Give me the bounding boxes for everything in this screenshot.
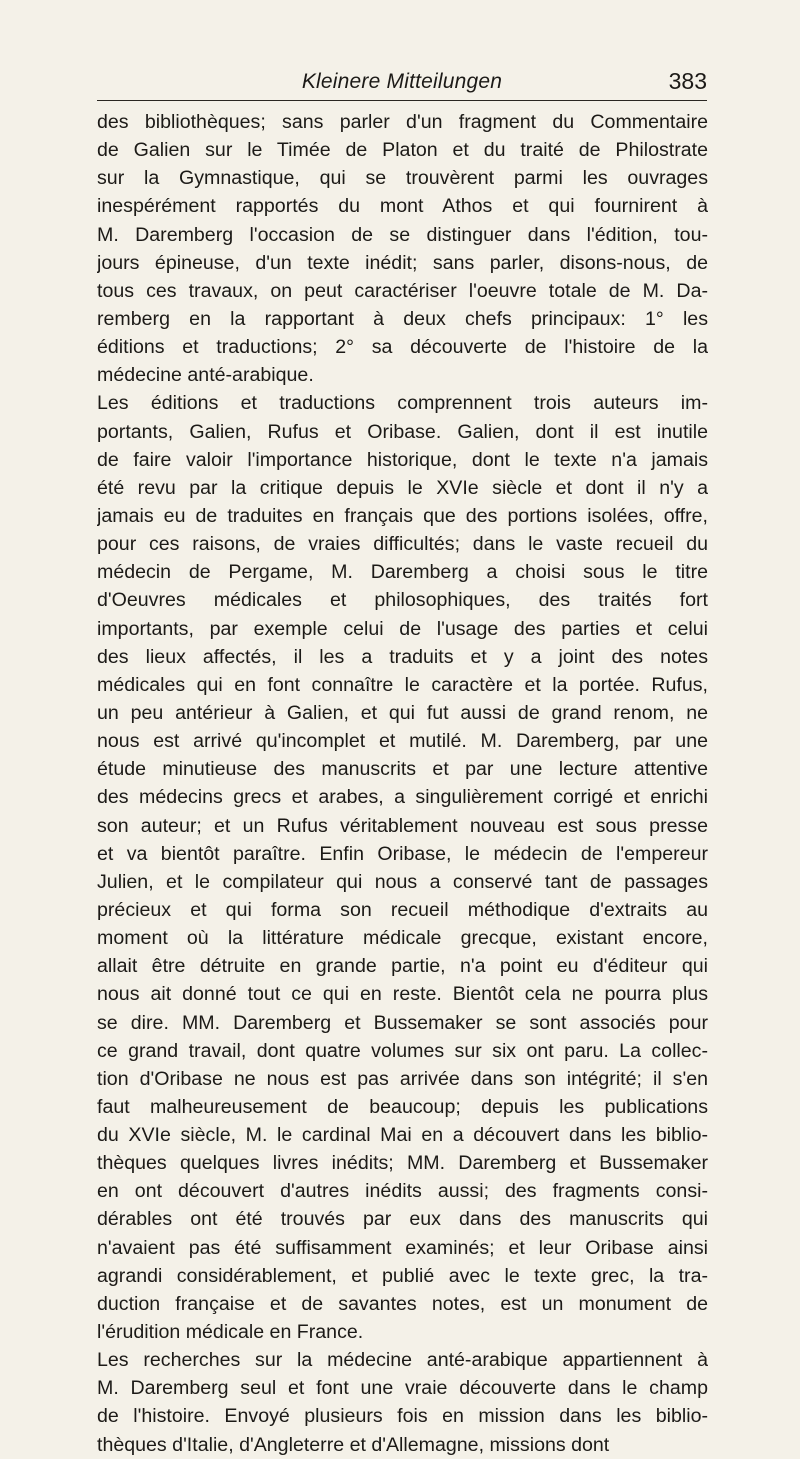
text-line: duction française et de savantes notes, est un monument de [97, 1292, 708, 1315]
text-line: ce grand travail, dont quatre volumes sur six ont paru. La collec- [97, 1039, 708, 1062]
text-line: du XVIe siècle, M. le cardinal Mai en a découvert dans les biblio- [97, 1124, 708, 1147]
text-line: en ont découvert d'autres inédits aussi; des fragments consi- [97, 1180, 708, 1203]
text-line: dérables ont été trouvés par eux dans des manuscrits qui [97, 1208, 708, 1231]
text-line: précieux et qui forma son recueil méthodique d'extraits au [97, 898, 708, 921]
text-line: son auteur; et un Rufus véritablement nouveau est sous presse [97, 814, 708, 837]
text-line: éditions et traductions; 2° sa découverte de l'histoire de la [97, 336, 708, 359]
text-line: des bibliothèques; sans parler d'un fragment du Commentaire [97, 111, 708, 133]
text-line: jours épineuse, d'un texte inédit; sans parler, disons-nous, de [97, 251, 708, 274]
text-line: tous ces travaux, on peut caractériser l'oeuvre totale de M. Da- [97, 279, 708, 302]
text-line: jamais eu de traduites en français que des portions isolées, offre, [97, 504, 708, 527]
text-line: remberg en la rapportant à deux chefs principaux: 1° les [97, 307, 708, 330]
text-line: agrandi considérablement, et publié avec le texte grec, la tra- [97, 1264, 708, 1287]
text-line: M. Daremberg seul et font une vraie découverte dans le champ [97, 1377, 708, 1400]
text-line: inespérément rapportés du mont Athos et qui fournirent à [97, 195, 708, 218]
running-header [97, 66, 707, 101]
running-title: Kleinere Mitteilungen [301, 70, 503, 93]
text-line: portants, Galien, Rufus et Oribase. Galien, dont il est inutile [97, 420, 708, 443]
text-line: étude minutieuse des manuscrits et par une lecture attentive [97, 758, 708, 781]
text-line: M. Daremberg l'occasion de se distinguer dans l'édition, tou- [97, 223, 708, 246]
text-line: médecin de Pergame, M. Daremberg a choisi sous le titre [97, 561, 708, 584]
text-line: nous est arrivé qu'incomplet et mutilé. M. Daremberg, par une [97, 730, 708, 753]
text-line: médecine anté-arabique. [97, 364, 314, 387]
text-line: et va bientôt paraître. Enfin Oribase, le médecin de l'empereur [97, 842, 708, 865]
text-line: sur la Gymnastique, qui se trouvèrent parmi les ouvrages [97, 167, 708, 190]
text-line: Les éditions et traductions comprennent trois auteurs im- [97, 392, 708, 415]
text-line: été revu par la critique depuis le XVIe siècle et dont il n'y a [97, 476, 708, 499]
text-line: n'avaient pas été suffisamment examinés; et leur Oribase ainsi [97, 1236, 708, 1259]
text-line: des lieux affectés, il les a traduits et y a joint des notes [97, 645, 708, 668]
text-line: d'Oeuvres médicales et philosophiques, des traités fort [97, 589, 708, 612]
text-line: moment où la littérature médicale grecque, existant encore, [97, 927, 708, 950]
text-line: un peu antérieur à Galien, et qui fut aussi de grand renom, ne [97, 701, 708, 724]
text-line: Julien, et le compilateur qui nous a conservé tant de passages [97, 870, 708, 893]
text-line: de faire valoir l'importance historique, dont le texte n'a jamais [97, 448, 708, 471]
text-line: thèques d'Italie, d'Angleterre et d'Allemagne, missions dont [97, 1433, 610, 1456]
text-line: tion d'Oribase ne nous est pas arrivée dans son intégrité; il s'en [97, 1067, 708, 1090]
text-line: thèques quelques livres inédits; MM. Daremberg et Bussemaker [97, 1152, 708, 1175]
text-line: de l'histoire. Envoyé plusieurs fois en mission dans les biblio- [97, 1405, 708, 1428]
body-text [97, 108, 708, 1459]
text-line: pour ces raisons, de vraies difficultés; dans le vaste recueil du [97, 533, 708, 556]
text-line: médicales qui en font connaître le caractère et la portée. Rufus, [97, 673, 708, 696]
page-number: 383 [668, 68, 707, 94]
text-line: nous ait donné tout ce qui en reste. Bientôt cela ne pourra plus [97, 983, 708, 1006]
text-line: de Galien sur le Timée de Platon et du traité de Philostrate [97, 139, 708, 162]
text-line: se dire. MM. Daremberg et Bussemaker se sont associés pour [97, 1011, 708, 1034]
text-line: faut malheureusement de beaucoup; depuis les publications [97, 1095, 708, 1118]
text-line: Les recherches sur la médecine anté-arabique appartiennent à [97, 1349, 708, 1372]
text-line: importants, par exemple celui de l'usage des parties et celui [97, 617, 708, 640]
text-line: l'érudition médicale en France. [97, 1321, 364, 1344]
text-line: allait être détruite en grande partie, n'a point eu d'éditeur qui [97, 955, 708, 978]
text-line: des médecins grecs et arabes, a singulièrement corrigé et enrichi [97, 786, 708, 809]
